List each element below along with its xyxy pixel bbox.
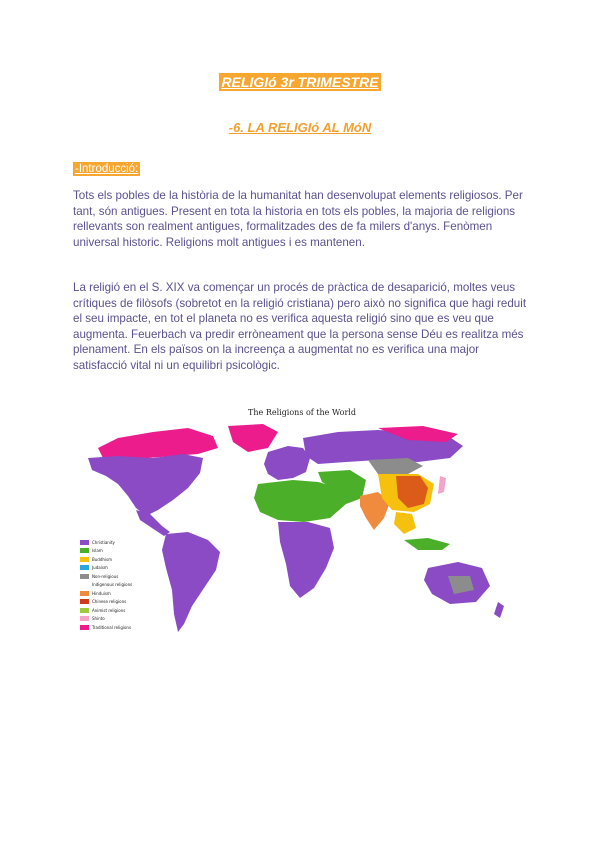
legend-label: Judaism [92,565,108,571]
map-illustration [78,418,526,636]
document-subtitle: -6. LA RELIGIó AL MóN [228,120,372,135]
legend-swatch [80,548,89,553]
section-heading-text: -Introducció: [75,163,139,175]
legend-swatch [80,540,89,545]
legend-item [80,564,140,573]
legend-item [80,555,140,564]
legend-label: Chinese religions [92,599,127,605]
legend-item [80,538,140,547]
legend-item [80,589,140,598]
legend-label: Islam [92,548,103,554]
legend-label: Animist religions [92,607,126,613]
legend-swatch [80,574,89,579]
map-region-sub-saharan-africa [278,522,334,598]
legend-swatch [80,616,89,621]
section-heading [73,157,140,176]
legend-swatch [80,582,89,587]
map-title: The Religions of the World [248,408,356,417]
map-region-south-america [162,532,220,632]
legend-label: Buddhism [92,556,112,562]
map-region-japan [438,476,446,494]
legend-swatch [80,625,89,630]
map-region-indonesia [404,538,450,550]
paragraph-1: Tots els pobles de la història de la humanitat han desenvolupat elements religiosos. Per tant, són antigues. Present en tota la historia en tots els pobles, la majoria de religions rellevants son realment antigues, formalitzades des de fa milers d'anys. Fenòmen universal historic. Religions molt antigues i es mantenen. [73,189,523,249]
legend-item [80,581,140,590]
document-title [0,72,600,91]
map-region-central-america [136,510,170,536]
map-region-canada-indigenous [98,428,218,460]
map-region-greenland [228,424,278,452]
legend-item [80,615,140,624]
legend-swatch [80,591,89,596]
map-region-north-america [88,454,203,516]
legend-item [80,623,140,632]
legend-swatch [80,565,89,570]
legend-label: Traditional religions [92,624,132,630]
legend-label: Christianity [92,539,115,545]
map-legend [80,538,140,632]
legend-label: Indigenous religions [92,582,133,588]
legend-swatch [80,557,89,562]
paragraph-2: La religió en el S. XIX va començar un procés de pràctica de desaparició, moltes veus crítiques de filòsofs (sobretot en la religió cristiana) pero això no significa que hagi reduit el seu impacte, en tot el planeta no es verifica aquesta religió sino que es veu que augmenta. Feuerbach va predir erròneament que la persona sense Déu es realitza més plenament. En els països on la increença a augmentat no es verifica una major satisfacció vital ni un equilibri psicològic. [73,281,527,372]
map-region-europe [264,446,310,480]
world-religions-map [78,408,526,636]
legend-item [80,598,140,607]
legend-label: Shinto [92,616,105,622]
legend-swatch [80,599,89,604]
legend-label: Hinduism [92,590,111,596]
legend-label: Non-religious [92,573,119,579]
map-region-new-zealand [494,602,504,618]
legend-item [80,572,140,581]
legend-swatch [80,608,89,613]
legend-item [80,547,140,556]
legend-item [80,606,140,615]
map-region-southeast-asia [394,512,416,534]
document-title-text: RELIGIó 3r TRIMESTRE [221,74,379,90]
